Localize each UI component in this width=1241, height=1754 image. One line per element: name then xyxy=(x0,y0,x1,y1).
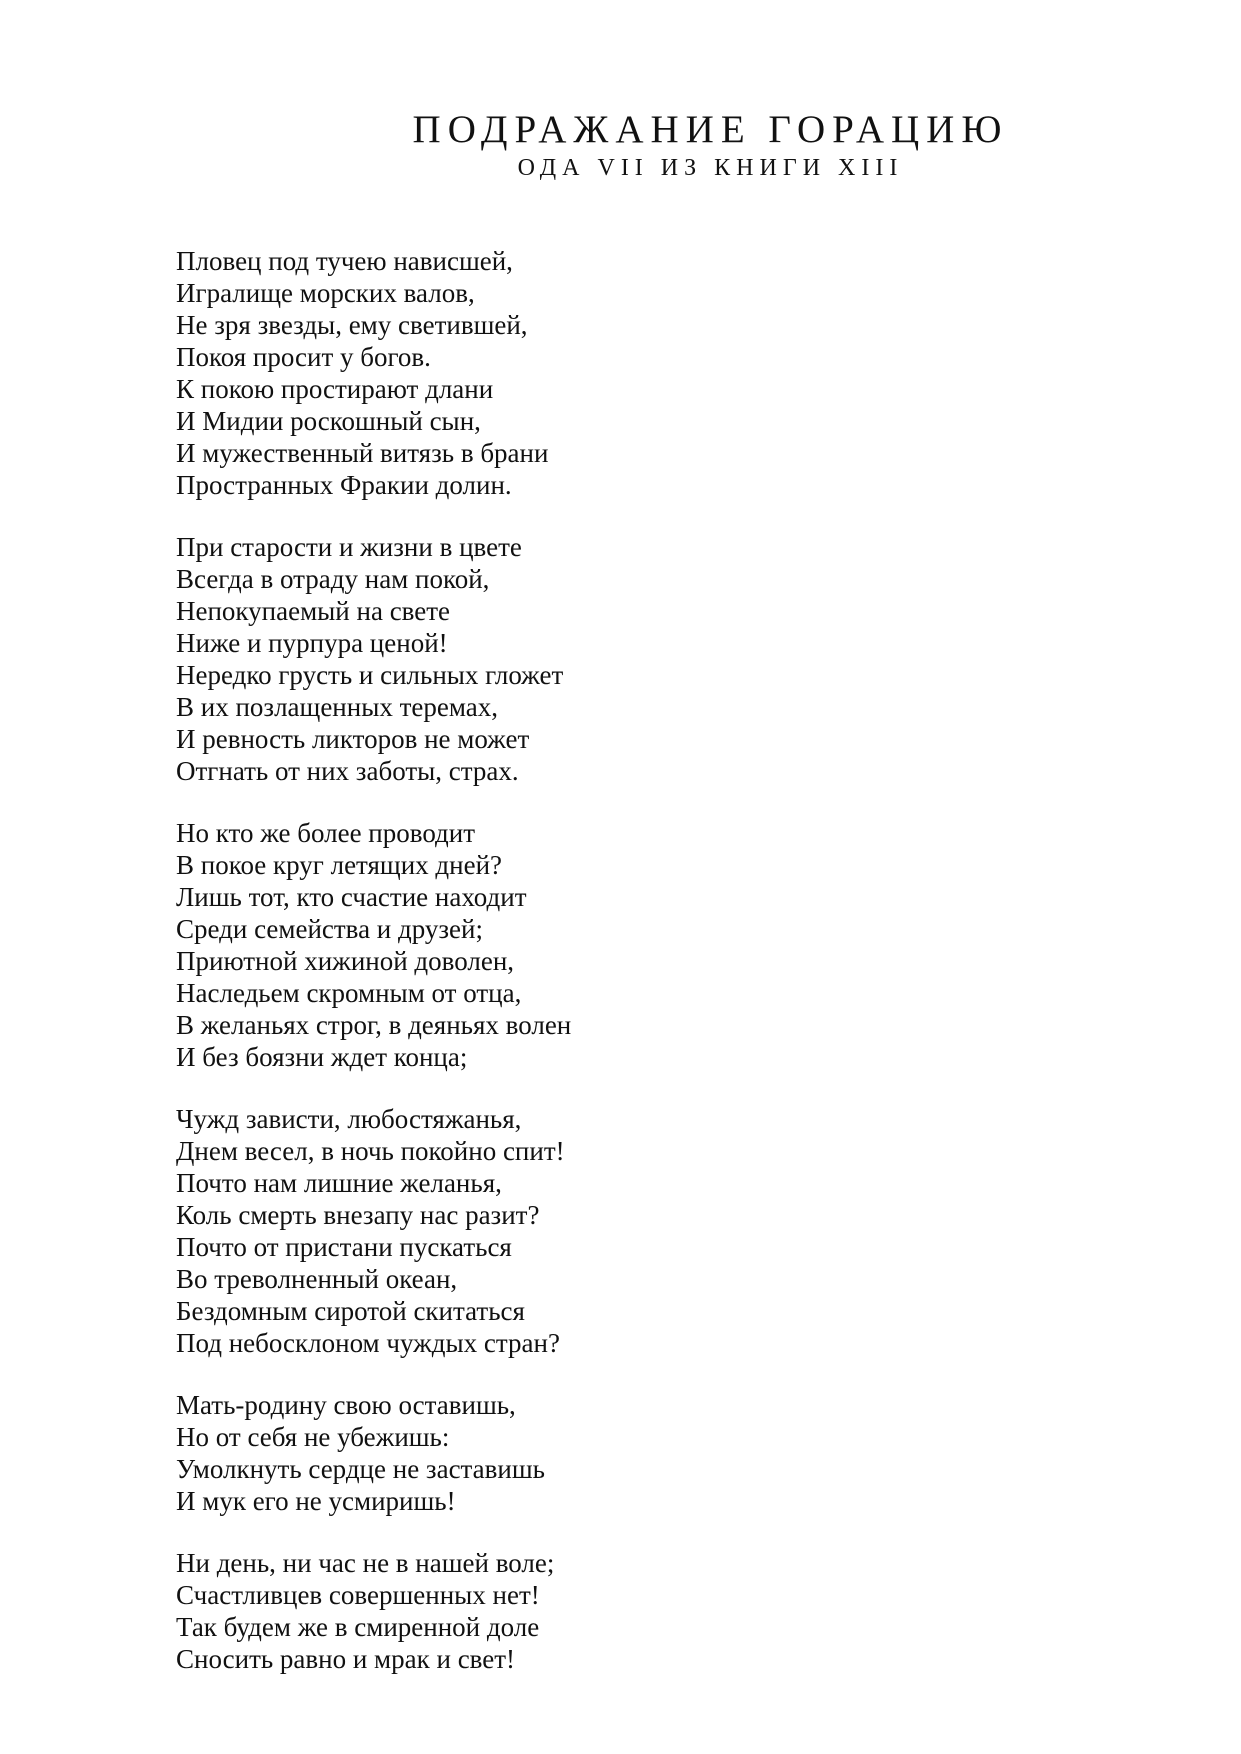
stanza-4 xyxy=(176,1103,1076,1359)
poem-line: К покою простирают длани xyxy=(176,374,494,404)
stanza-1 xyxy=(176,245,1076,501)
poem-line: Бездомным сиротой скитаться xyxy=(176,1296,525,1326)
poem-line: В их позлащенных теремах, xyxy=(176,692,498,722)
poem-body xyxy=(176,245,1076,1705)
poem-line: Почто нам лишние желанья, xyxy=(176,1168,502,1198)
poem-line: В желаньях строг, в деяньях волен xyxy=(176,1010,572,1040)
poem-line: Непокупаемый на свете xyxy=(176,596,451,626)
poem-line: Умолкнуть сердце не заставишь xyxy=(176,1454,545,1484)
poem-line: И без боязни ждет конца; xyxy=(176,1042,468,1072)
poem-line: Нередко грусть и сильных гложет xyxy=(176,660,564,690)
poem-line: Днем весел, в ночь покойно спит! xyxy=(176,1136,565,1166)
poem-line: Под небосклоном чуждых стран? xyxy=(176,1328,560,1358)
poem-line: И ревность ликторов не может xyxy=(176,724,530,754)
poem-line: И мук его не усмиришь! xyxy=(176,1486,456,1516)
poem-line: Пловец под тучею нависшей, xyxy=(176,246,513,276)
poem-line: Но кто же более проводит xyxy=(176,818,476,848)
poem-line: Так будем же в смиренной доле xyxy=(176,1612,540,1642)
poem-line: Лишь тот, кто счастие находит xyxy=(176,882,527,912)
poem-line: И мужественный витязь в брани xyxy=(176,438,549,468)
poem-line: Во треволненный океан, xyxy=(176,1264,458,1294)
stanza-3 xyxy=(176,817,1076,1073)
poem-line: Наследьем скромным от отца, xyxy=(176,978,522,1008)
poem-line: Пространных Фракии долин. xyxy=(176,470,512,500)
poem-line: Игралище морских валов, xyxy=(176,278,475,308)
poem-line: Ни день, ни час не в нашей воле; xyxy=(176,1548,555,1578)
poem-line: Ниже и пурпура ценой! xyxy=(176,628,448,658)
poem-line: При старости и жизни в цвете xyxy=(176,532,522,562)
poem-line: Счастливцев совершенных нет! xyxy=(176,1580,540,1610)
poem-line: Но от себя не убежишь: xyxy=(176,1422,450,1452)
poem-line: Всегда в отраду нам покой, xyxy=(176,564,490,594)
poem-subtitle: ОДА VII ИЗ КНИГИ XIII xyxy=(517,155,904,181)
poem-line: Покоя просит у богов. xyxy=(176,342,431,372)
poem-line: Отгнать от них заботы, страх. xyxy=(176,756,519,786)
stanza-5 xyxy=(176,1389,1076,1517)
poem-title: ПОДРАЖАНИЕ ГОРАЦИЮ xyxy=(412,108,1009,151)
poem-line: В покое круг летящих дней? xyxy=(176,850,503,880)
poem-line: Среди семейства и друзей; xyxy=(176,914,483,944)
poem-line: Почто от пристани пускаться xyxy=(176,1232,512,1262)
poem-line: Чужд зависти, любостяжанья, xyxy=(176,1104,522,1134)
poem-line: И Мидии роскошный сын, xyxy=(176,406,481,436)
poem-line: Коль смерть внезапу нас разит? xyxy=(176,1200,540,1230)
poem-line: Мать-родину свою оставишь, xyxy=(176,1390,516,1420)
poem-line: Не зря звезды, ему светившей, xyxy=(176,310,528,340)
poem-line: Приютной хижиной доволен, xyxy=(176,946,515,976)
stanza-6 xyxy=(176,1547,1076,1675)
poem-line: Сносить равно и мрак и свет! xyxy=(176,1644,516,1674)
stanza-2 xyxy=(176,531,1076,787)
